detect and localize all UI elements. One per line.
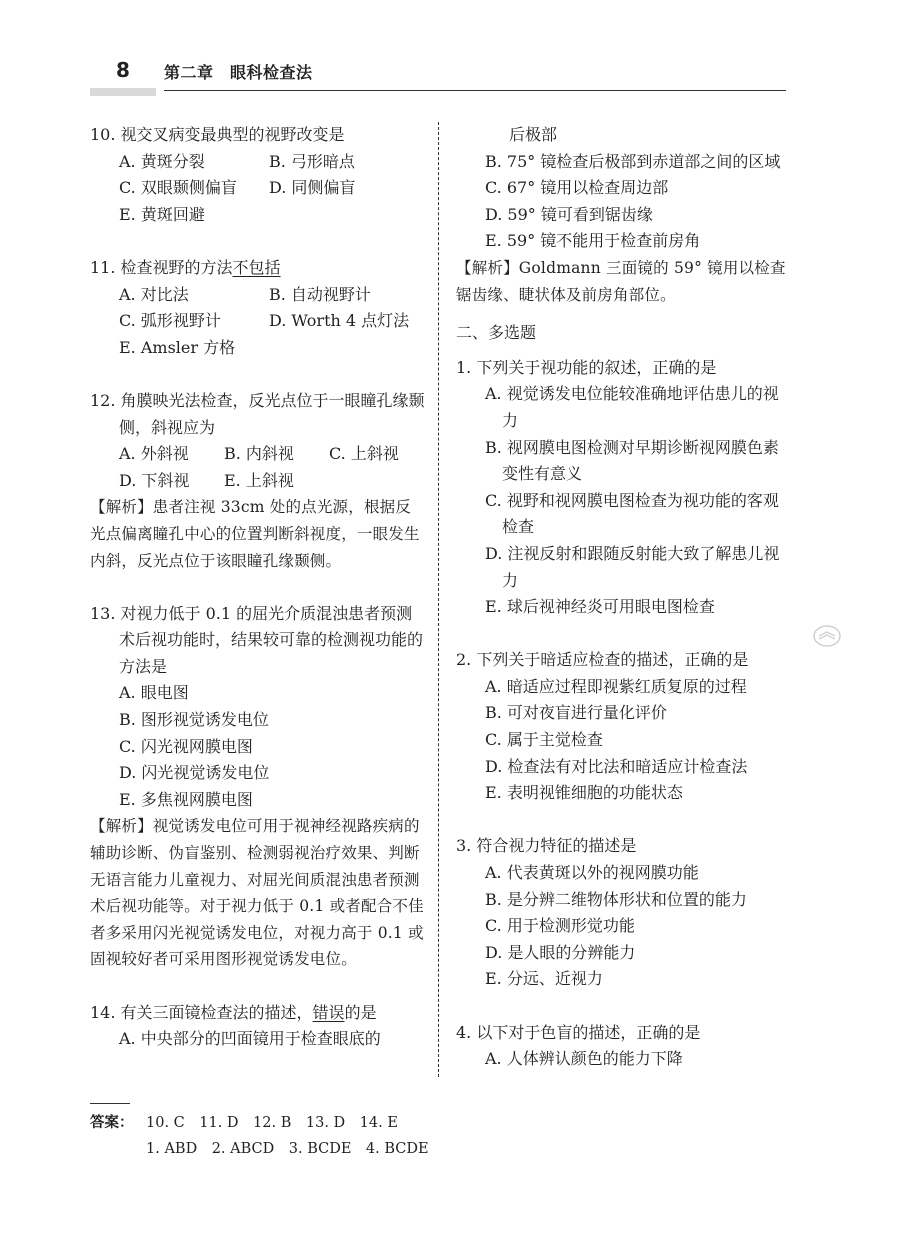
question-m4	[456, 1020, 791, 1073]
option: D. Worth 4 点灯法	[269, 311, 410, 331]
analysis-text: 【解析】患者注视 33cm 处的点光源，根据反光点偏离瞳孔中心的位置判断斜视度，一眼发生内斜，反光点位于该眼瞳孔缘颞侧。	[90, 498, 420, 570]
option: C. 闪光视网膜电图	[119, 736, 253, 756]
book-icon	[812, 624, 842, 648]
option: B. 弓形暗点	[269, 151, 355, 171]
header-rule	[164, 90, 786, 91]
option: C. 弧形视野计	[119, 311, 221, 331]
options-row	[119, 468, 426, 495]
option: D. 检查法有对比法和暗适应计检查法	[485, 756, 748, 776]
page-number: 8	[116, 58, 130, 82]
option: A. 视觉诱发电位能较准确地评估患儿的视力	[485, 384, 779, 430]
analysis-text: 【解析】Goldmann 三面镜的 59° 镜用以检查锯齿缘、睫状体及前房角部位。	[456, 258, 786, 304]
question-13	[90, 601, 426, 973]
option: D. 59° 镜可看到锯齿缘	[485, 204, 653, 224]
option: B. 内斜视	[224, 444, 294, 464]
option: C. 67° 镜用以检查周边部	[485, 178, 669, 198]
question-stem: 13. 对视力低于 0.1 的屈光介质混浊患者预测术后视功能时，结果较可靠的检测视功能的方法是	[90, 603, 424, 676]
question-stem: 12. 角膜映光法检查，反光点位于一眼瞳孔缘颞侧，斜视应为	[90, 390, 425, 437]
question-stem: 2. 下列关于暗适应检查的描述，正确的是	[456, 650, 749, 670]
option: A. 代表黄斑以外的视网膜功能	[485, 863, 699, 883]
question-stem: 4. 以下对于色盲的描述，正确的是	[456, 1022, 701, 1042]
option: D. 是人眼的分辨能力	[485, 942, 636, 962]
option: D. 注视反射和跟随反射能大致了解患儿视力	[485, 543, 780, 590]
options-row	[119, 282, 426, 309]
question-m3	[456, 833, 791, 993]
section-title: 二、多选题	[456, 323, 537, 343]
options-row	[119, 308, 426, 335]
option: B. 75° 镜检查后极部到赤道部之间的区域	[485, 151, 781, 171]
option: B. 可对夜盲进行量化评价	[485, 703, 667, 723]
options-row	[119, 175, 426, 202]
option: A. 外斜视	[119, 444, 189, 464]
option: B. 图形视觉诱发电位	[119, 710, 269, 730]
answers-line-1: 10. C 11. D 12. B 13. D 14. E	[146, 1115, 398, 1131]
question-stem	[90, 1000, 426, 1027]
chapter-title: 第二章 眼科检查法	[164, 63, 313, 82]
option: A. 暗适应过程即视紫红质复原的过程	[485, 676, 747, 696]
question-14-continued	[456, 122, 791, 308]
answers-line-2: 1. ABD 2. ABCD 3. BCDE 4. BCDE	[146, 1141, 429, 1157]
answer-key	[90, 1110, 429, 1162]
stem-text: 14. 有关三面镜检查法的描述，	[90, 1002, 313, 1022]
option: B. 视网膜电图检测对早期诊断视网膜色素变性有意义	[485, 437, 779, 484]
option: E. 黄斑回避	[119, 204, 205, 224]
question-stem: 1. 下列关于视功能的叙述，正确的是	[456, 357, 717, 377]
option: B. 自动视野计	[269, 284, 371, 304]
option: A. 黄斑分裂	[119, 151, 205, 171]
option: E. 59° 镜不能用于检查前房角	[485, 231, 701, 251]
question-m1	[456, 355, 791, 621]
option: E. 表明视锥细胞的功能状态	[485, 783, 683, 803]
stem-keyword: 不包括	[232, 257, 281, 277]
option: D. 下斜视	[119, 470, 190, 490]
question-14	[90, 1000, 426, 1053]
option: A. 中央部分的凹面镜用于检查眼底的	[119, 1029, 381, 1049]
option: C. 属于主觉检查	[485, 730, 603, 750]
page-number-bar	[90, 88, 156, 96]
option: C. 双眼颞侧偏盲	[119, 178, 237, 198]
option: C. 上斜视	[329, 444, 399, 464]
option: E. 分远、近视力	[485, 969, 603, 989]
answers-label: 答案：	[90, 1115, 134, 1131]
left-column	[90, 122, 426, 1053]
stem-text: 11. 检查视野的方法	[90, 257, 233, 277]
question-12	[90, 388, 426, 574]
option: E. 球后视神经炎可用眼电图检查	[485, 597, 715, 617]
option: A. 眼电图	[119, 683, 189, 703]
column-divider	[438, 122, 439, 1077]
question-11	[90, 255, 426, 361]
option: A. 人体辨认颜色的能力下降	[485, 1049, 683, 1069]
option: B. 是分辨二维物体形状和位置的能力	[485, 889, 747, 909]
option: D. 同侧偏盲	[269, 178, 356, 198]
question-stem: 10. 视交叉病变最典型的视野改变是	[90, 125, 345, 144]
option: E. Amsler 方格	[119, 337, 236, 357]
question-10	[90, 122, 426, 228]
stem-text: 的是	[344, 1002, 377, 1022]
question-stem: 3. 符合视力特征的描述是	[456, 836, 637, 856]
options-row	[119, 149, 426, 176]
option: D. 闪光视觉诱发电位	[119, 763, 270, 783]
option: E. 多焦视网膜电图	[119, 789, 253, 809]
option: A. 对比法	[119, 284, 189, 304]
option: C. 视野和视网膜电图检查为视功能的客观检查	[485, 490, 779, 537]
question-stem	[90, 255, 426, 282]
answers-rule	[90, 1103, 130, 1104]
option: E. 上斜视	[224, 470, 294, 490]
page-header	[90, 54, 786, 94]
option-continuation: 后极部	[509, 125, 558, 144]
options-row	[119, 441, 426, 468]
stem-keyword: 错误	[312, 1002, 345, 1022]
analysis-text: 【解析】视觉诱发电位可用于视神经视路疾病的辅助诊断、伪盲鉴别、检测弱视治疗效果、判断无语言能力儿童视力、对屈光间质混浊患者预测术后视功能等。对于视力低于 0.1 或者配合不佳者多采用闪光视觉诱发电位，对视力高于 0.1 或固视较好者可采用图形视觉诱发电位。	[90, 817, 424, 969]
right-column	[456, 122, 791, 1073]
option: C. 用于检测形觉功能	[485, 916, 635, 936]
question-m2	[456, 647, 791, 807]
